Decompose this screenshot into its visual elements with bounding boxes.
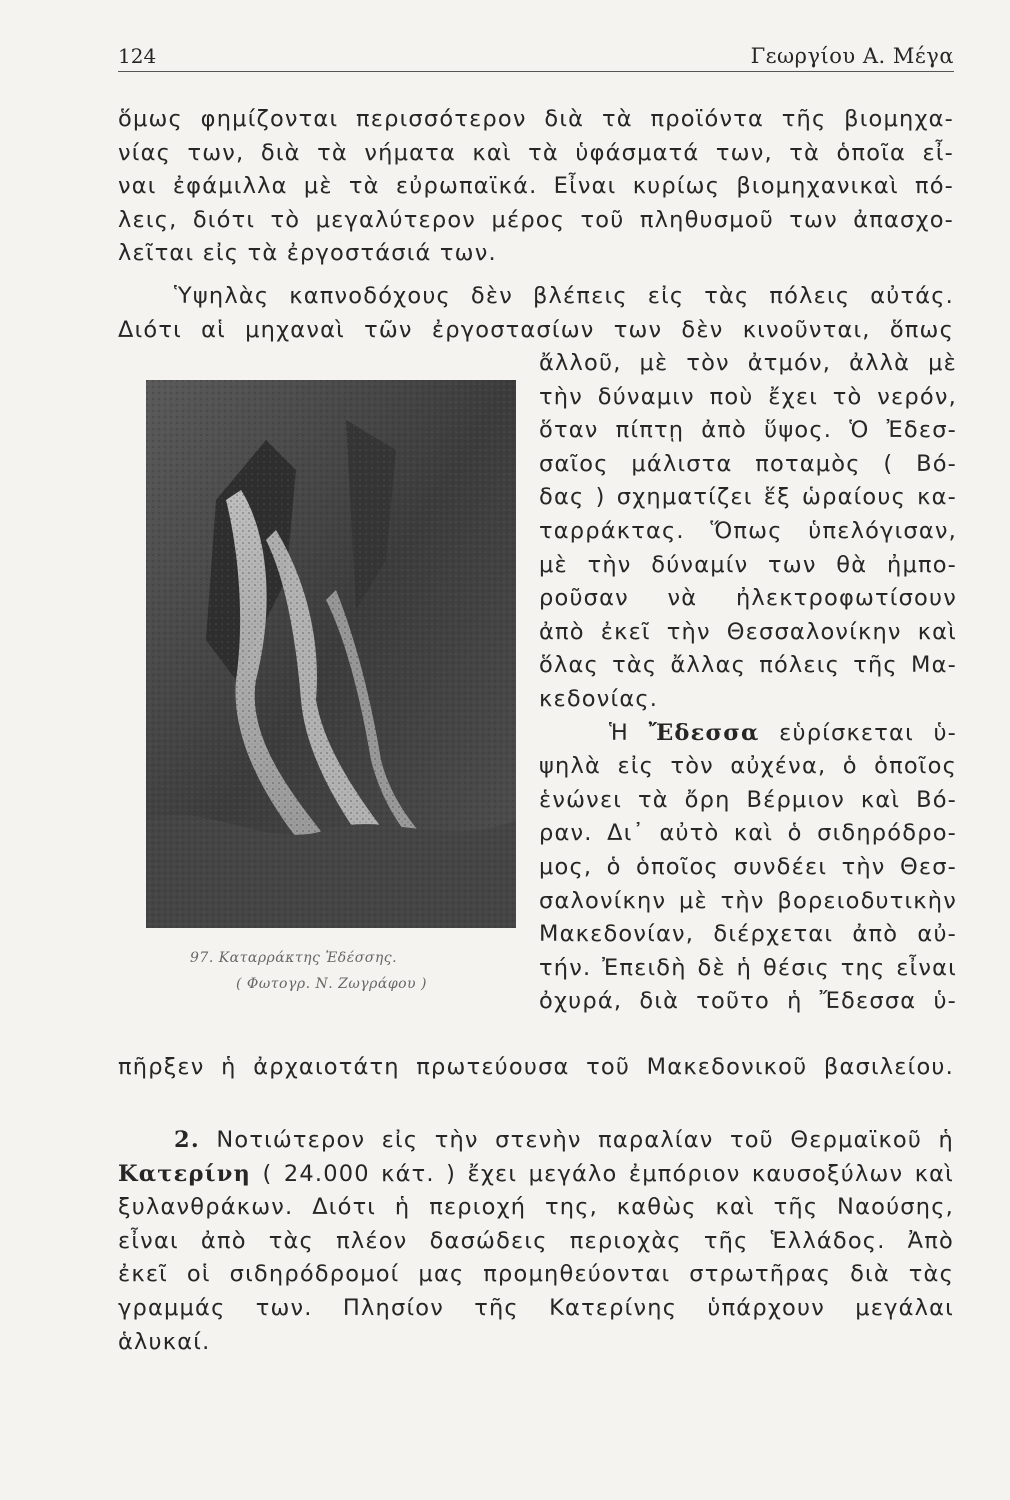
running-head: Γεωργίου Α. Μέγα [750,44,954,68]
page-header [118,44,954,74]
text-line: δας ) σχηματίζει ἕξ ὡραίους κα- [539,484,957,511]
text-line: ξυλανθράκων. Διότι ἡ περιοχή της, καθὼς καὶ τῆς Ναούσης, [118,1194,954,1221]
place-name-edessa: Ἔδεσσα [648,719,760,746]
text-line: μος, ὁ ὁποῖος συνδέει τὴν Θεσ- [539,853,957,880]
text-line [539,717,957,751]
text-line: τήν. Ἐπειδὴ δὲ ἡ θέσις της εἶναι [539,954,957,981]
page-number: 124 [118,44,157,68]
place-name-katerini: Κατερίνη [118,1160,252,1187]
text-line: μὲ τὴν δύναμίν των θὰ ἠμπο- [539,551,957,578]
text-line: κεδονίας. [539,685,659,712]
paragraph-1 [118,103,954,271]
text-line: ἄλλοῦ, μὲ τὸν ἀτμόν, ἀλλὰ μὲ [539,350,957,376]
text-span: εὑρίσκεται ὑ- [759,719,957,746]
text-line: ὀχυρά, διὰ τοῦτο ἡ Ἔδεσσα ὑ- [539,988,957,1015]
text-line: σαλονίκην μὲ τὴν βορειοδυτικὴν [539,887,957,914]
text-line: ἑνώνει τὰ ὄρη Βέρμιον καὶ Βό- [539,786,957,813]
paragraph-4 [118,1124,954,1359]
text-span: ( 24.000 κάτ. ) ἔχει μεγάλο ἐμπόριον καυσοξύλων καὶ [251,1160,954,1187]
text-line: ταρράκτας. Ὅπως ὑπελόγισαν, [539,517,957,544]
text-line: σαῖος μάλιστα ποταμὸς ( Βό- [539,450,957,477]
section-number: 2. [174,1127,200,1153]
figure-credit: ( Φωτογρ. Ν. Ζωγράφου ) [236,976,427,992]
text-line: Ὑψηλὰς καπνοδόχους δὲν βλέπεις εἰς τὰς πόλεις αὐτάς. [174,283,954,309]
paragraph-3-end [118,1051,954,1085]
text-line: λεῖται εἰς τὰ ἐργοστάσιά των. [118,240,497,267]
text-line: ψηλὰ εἰς τὸν αὐχένα, ὁ ὁποῖος [539,753,957,780]
text-line: τὴν δύναμιν ποὺ ἔχει τὸ νερόν, [539,383,957,410]
text-line: ναι ἐφάμιλλα μὲ τὰ εὐρωπαϊκά. Εἶναι κυρίως βιομηχανικαὶ πό- [118,173,954,200]
text-line: ἀπὸ ἐκεῖ τὴν Θεσσαλονίκην καὶ [539,618,957,645]
text-line: πῆρξεν ἡ ἀρχαιοτάτη πρωτεύουσα τοῦ Μακεδονικοῦ βασιλείου. [118,1054,954,1080]
side-column [539,347,957,1019]
text-line: ὅλας τὰς ἄλλας πόλεις τῆς Μα- [539,652,957,679]
text-line: εἶναι ἀπὸ τὰς πλέον δασώδεις περιοχὰς τῆς Ἑλλάδος. Ἀπὸ [118,1227,954,1254]
text-line [118,1124,954,1158]
text-line: ἁλυκαί. [118,1328,211,1355]
waterfall-photo [146,380,516,928]
text-line: νίας των, διὰ τὰ νήματα καὶ τὰ ὑφάσματά των, τὰ ὁποῖα εἶ- [118,139,954,166]
text-line: ὅταν πίπτῃ ἀπὸ ὕψος. Ὁ Ἐδεσ- [539,417,957,444]
figure-caption: 97. Καταρράκτης Ἐδέσσης. [190,950,398,966]
text-line [118,1158,954,1192]
header-rule [118,71,954,72]
text-span: Ἡ [609,719,649,746]
text-line: Διότι αἱ μηχαναὶ τῶν ἐργοστασίων των δὲν κινοῦνται, ὅπως [118,316,954,343]
paragraph-2 [118,280,954,347]
text-line: ροῦσαν νὰ ἠλεκτροφωτίσουν [539,585,957,612]
text-line: ἐκεῖ οἱ σιδηρόδρομοί μας προμηθεύονται στρωτῆρας διὰ τὰς [118,1261,954,1288]
text-line: ὅμως φημίζονται περισσότερον διὰ τὰ προϊόντα τῆς βιομηχα- [118,106,954,132]
text-line: Μακεδονίαν, διέρχεται ἀπὸ αὐ- [539,921,957,948]
text-line: λεις, διότι τὸ μεγαλύτερον μέρος τοῦ πληθυσμοῦ των ἀπασχο- [118,206,954,233]
text-span: Νοτιώτερον εἰς τὴν στενὴν παραλίαν τοῦ Θερμαϊκοῦ ἡ [199,1127,954,1153]
waterfall-photo-icon [146,380,516,928]
text-line: γραμμάς των. Πλησίον τῆς Κατερίνης ὑπάρχουν μεγάλαι [118,1294,954,1321]
text-line: ραν. Δι᾽ αὐτὸ καὶ ὁ σιδηρόδρο- [539,820,957,847]
